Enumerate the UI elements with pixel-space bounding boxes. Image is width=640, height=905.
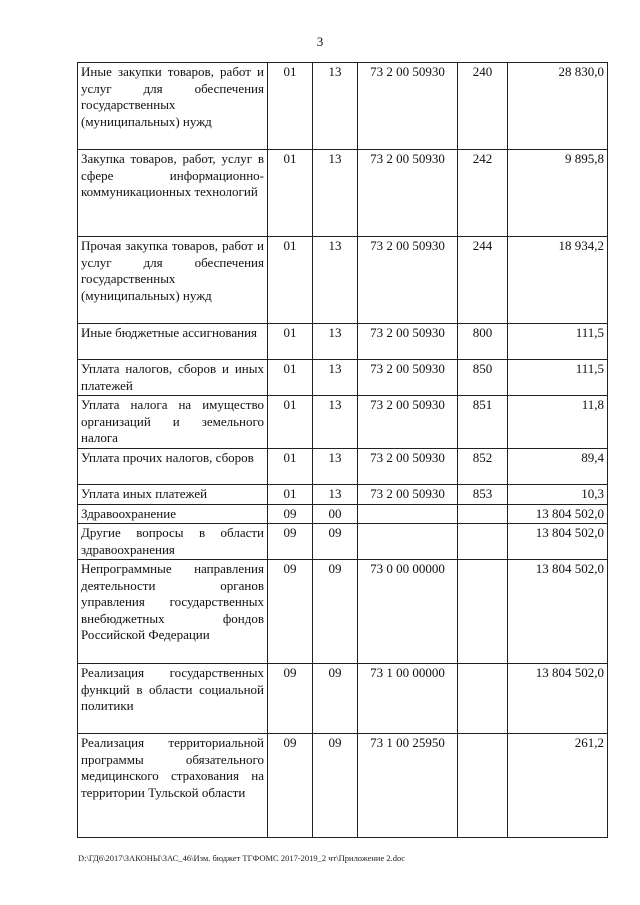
row-section-cell: 01 — [268, 150, 313, 237]
row-target-article-cell: 73 2 00 50930 — [358, 485, 458, 505]
row-target-article-cell: 73 2 00 50930 — [358, 324, 458, 360]
row-section-cell: 01 — [268, 237, 313, 324]
row-target-article-cell: 73 1 00 25950 — [358, 734, 458, 838]
row-subsection-cell: 09 — [313, 524, 358, 560]
row-name-cell: Уплата налога на имущество организаций и земельного налога — [78, 396, 268, 449]
row-target-article-cell: 73 0 00 00000 — [358, 560, 458, 664]
row-subsection-cell: 09 — [313, 664, 358, 734]
row-sum-cell: 28 830,0 — [508, 63, 608, 150]
row-sum-cell: 9 895,8 — [508, 150, 608, 237]
row-name-cell: Уплата иных платежей — [78, 485, 268, 505]
table-row — [78, 449, 608, 485]
row-expense-type-cell — [458, 504, 508, 524]
row-subsection-cell: 13 — [313, 485, 358, 505]
row-section-cell: 01 — [268, 324, 313, 360]
row-expense-type-cell: 800 — [458, 324, 508, 360]
row-name-cell: Реализация территориальной программы обязательного медицинского страхования на территории Тульской области — [78, 734, 268, 838]
row-subsection-cell: 13 — [313, 150, 358, 237]
row-name-cell: Прочая закупка товаров, работ и услуг для обеспечения государственных (муниципальных) нужд — [78, 237, 268, 324]
row-subsection-cell: 13 — [313, 324, 358, 360]
row-expense-type-cell — [458, 664, 508, 734]
row-section-cell: 01 — [268, 360, 313, 396]
page-number: 3 — [316, 34, 324, 49]
table-row — [78, 360, 608, 396]
row-target-article-cell — [358, 504, 458, 524]
row-sum-cell: 111,5 — [508, 324, 608, 360]
row-subsection-cell: 13 — [313, 396, 358, 449]
row-expense-type-cell: 853 — [458, 485, 508, 505]
row-name-cell: Другие вопросы в области здравоохранения — [78, 524, 268, 560]
row-expense-type-cell: 244 — [458, 237, 508, 324]
row-expense-type-cell — [458, 734, 508, 838]
row-subsection-cell: 13 — [313, 237, 358, 324]
row-subsection-cell: 13 — [313, 360, 358, 396]
row-sum-cell: 13 804 502,0 — [508, 560, 608, 664]
table-row — [78, 63, 608, 150]
row-subsection-cell: 00 — [313, 504, 358, 524]
budget-table — [77, 62, 608, 838]
table-row — [78, 150, 608, 237]
table-row — [78, 237, 608, 324]
row-sum-cell: 13 804 502,0 — [508, 524, 608, 560]
row-expense-type-cell — [458, 560, 508, 664]
table-row — [78, 504, 608, 524]
row-name-cell: Иные закупки товаров, работ и услуг для обеспечения государственных (муниципальных) нужд — [78, 63, 268, 150]
row-sum-cell: 89,4 — [508, 449, 608, 485]
row-sum-cell: 11,8 — [508, 396, 608, 449]
table-row — [78, 485, 608, 505]
row-target-article-cell — [358, 524, 458, 560]
table-row — [78, 396, 608, 449]
row-sum-cell: 13 804 502,0 — [508, 664, 608, 734]
row-section-cell: 09 — [268, 524, 313, 560]
row-expense-type-cell: 851 — [458, 396, 508, 449]
row-sum-cell: 13 804 502,0 — [508, 504, 608, 524]
row-name-cell: Реализация государственных функций в области социальной политики — [78, 664, 268, 734]
row-name-cell: Уплата прочих налогов, сборов — [78, 449, 268, 485]
row-name-cell: Уплата налогов, сборов и иных платежей — [78, 360, 268, 396]
budget-table-body — [78, 63, 608, 838]
row-expense-type-cell: 852 — [458, 449, 508, 485]
footer-file-path: D:\ГД6\2017\ЗАКОНЫ\ЗАС_46\Изм. бюджет ТГФОМС 2017-2019_2 чт\Приложение 2.doc — [78, 853, 406, 863]
row-name-cell: Непрограммные направления деятельности органов управления государственных внебюджетных фондов Российской Федерации — [78, 560, 268, 664]
row-target-article-cell: 73 2 00 50930 — [358, 360, 458, 396]
row-section-cell: 01 — [268, 449, 313, 485]
row-name-cell: Закупка товаров, работ, услуг в сфере информационно-коммуникационных технологий — [78, 150, 268, 237]
row-target-article-cell: 73 2 00 50930 — [358, 150, 458, 237]
row-sum-cell: 261,2 — [508, 734, 608, 838]
row-section-cell: 09 — [268, 664, 313, 734]
row-target-article-cell: 73 1 00 00000 — [358, 664, 458, 734]
table-row — [78, 560, 608, 664]
row-expense-type-cell: 242 — [458, 150, 508, 237]
row-expense-type-cell: 850 — [458, 360, 508, 396]
row-section-cell: 09 — [268, 560, 313, 664]
row-section-cell: 01 — [268, 63, 313, 150]
row-section-cell: 09 — [268, 734, 313, 838]
row-sum-cell: 18 934,2 — [508, 237, 608, 324]
row-name-cell: Иные бюджетные ассигнования — [78, 324, 268, 360]
row-target-article-cell: 73 2 00 50930 — [358, 396, 458, 449]
row-expense-type-cell: 240 — [458, 63, 508, 150]
table-row — [78, 664, 608, 734]
table-row — [78, 524, 608, 560]
row-target-article-cell: 73 2 00 50930 — [358, 63, 458, 150]
row-subsection-cell: 13 — [313, 63, 358, 150]
row-subsection-cell: 09 — [313, 734, 358, 838]
row-subsection-cell: 13 — [313, 449, 358, 485]
row-expense-type-cell — [458, 524, 508, 560]
row-target-article-cell: 73 2 00 50930 — [358, 237, 458, 324]
row-name-cell: Здравоохранение — [78, 504, 268, 524]
table-row — [78, 734, 608, 838]
row-subsection-cell: 09 — [313, 560, 358, 664]
row-section-cell: 09 — [268, 504, 313, 524]
row-section-cell: 01 — [268, 485, 313, 505]
row-target-article-cell: 73 2 00 50930 — [358, 449, 458, 485]
row-sum-cell: 10,3 — [508, 485, 608, 505]
row-section-cell: 01 — [268, 396, 313, 449]
table-row — [78, 324, 608, 360]
row-sum-cell: 111,5 — [508, 360, 608, 396]
